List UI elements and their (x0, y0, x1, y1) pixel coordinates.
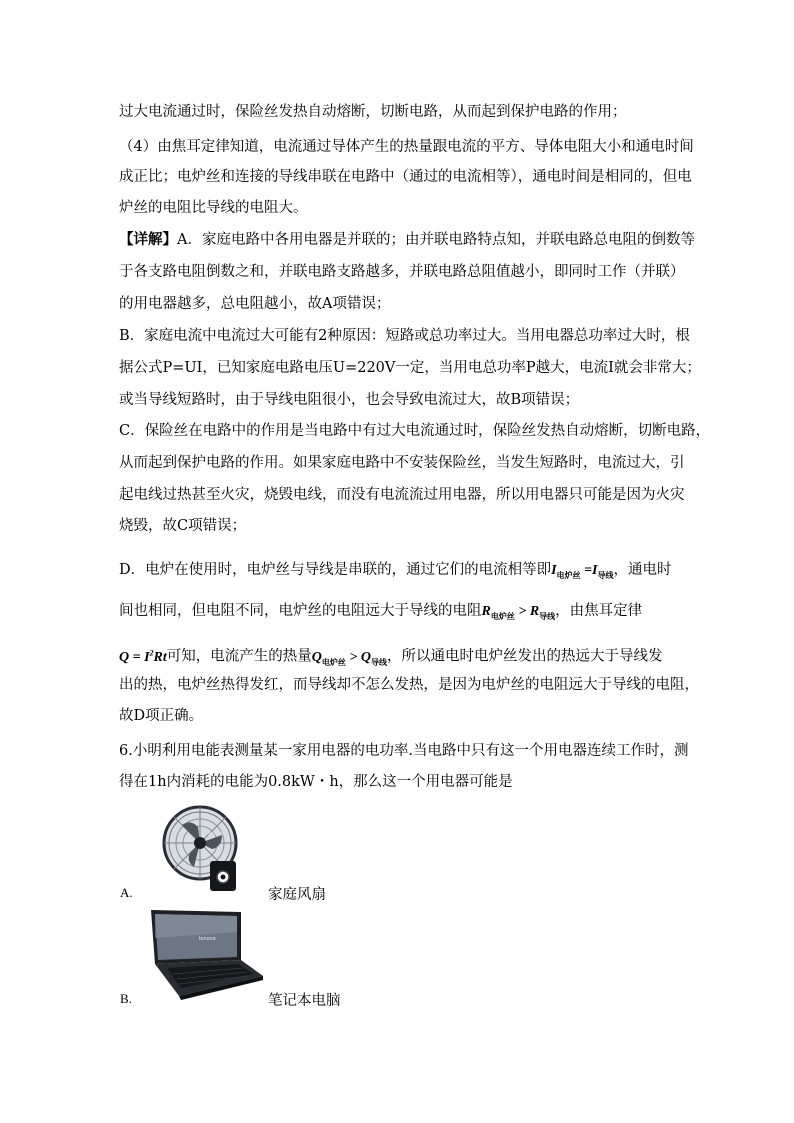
detail-heading: 【详解】 (119, 231, 177, 248)
text-line: 成正比；电炉丝和连接的导线串联在电路中（通过的电流相等），通电时间是相同的，但电 (119, 169, 692, 185)
text-span: A．家庭电路中各用电器是并联的；由并联电路特点知，并联电路总电阻的倒数等 (177, 232, 695, 248)
formula-line (119, 560, 672, 586)
option-a-letter: A. (120, 885, 133, 900)
text-line: 故D项正确。 (119, 708, 204, 724)
text-line: 的用电器越多，总电阻越小，故A项错误； (119, 296, 391, 312)
text-span: 可知，电流产生的热量 (166, 648, 312, 665)
detail-line (119, 230, 695, 250)
option-a-caption: 家庭风扇 (268, 887, 326, 903)
current-equal-formula: $I_{电炉丝} =I_{导线}$ (551, 563, 614, 580)
text-line: 炉丝的电阻比导线的电阻大。 (119, 200, 308, 216)
joule-law-formula: $Q = I^2Rt$ (119, 648, 167, 665)
text-line: 烧毁，故C项错误； (119, 518, 247, 534)
heat-compare-formula: $Q_{电炉丝} > Q_{导线}$ (311, 649, 387, 667)
text-line: （4）由焦耳定律知道，电流通过导体产生的热量跟电流的平方、导体电阻大小和通电时间 (119, 139, 694, 155)
formula-line (119, 601, 642, 627)
text-line: 过大电流通过时，保险丝发热自动熔断，切断电路，从而起到保护电路的作用； (119, 104, 627, 120)
question-line: 得在1h内消耗的电能为0.8kW・h，那么这一个用电器可能是 (119, 774, 513, 790)
text-line: B．家庭电流中电流过大可能有2种原因：短路或总功率过大。当用电器总功率过大时，根 (119, 328, 690, 344)
text-span: ，由焦耳定律 (555, 603, 643, 619)
svg-text:mabaoHi: mabaoHi (204, 831, 227, 837)
formula-line (119, 643, 663, 672)
text-span: D．电炉在使用时，电炉丝与导线是串联的，通过它们的电流相等即 (119, 562, 552, 578)
text-span: ，通电时 (613, 562, 672, 578)
resistance-compare-formula: $R_{电炉丝} > R_{导线}$ (481, 604, 556, 621)
laptop-image (143, 908, 265, 1000)
option-b-caption: 笔记本电脑 (268, 993, 341, 1009)
text-line: 从而起到保护电路的作用。如果家庭电路中不安装保险丝，当发生短路时，电流过大，引 (119, 455, 685, 471)
text-line: 或当导线短路时，由于导线电阻很小，也会导致电流过大，故B项错误； (119, 392, 580, 408)
svg-text:lenovo: lenovo (199, 936, 216, 942)
option-b-letter: B. (120, 991, 132, 1006)
text-line: 出的热，电炉丝热得发红，而导线却不怎么发热，是因为电炉丝的电阻远大于导线的电阻， (119, 677, 699, 693)
wall-fan-image (160, 805, 252, 895)
text-line: 据公式P=UI，已知家庭电路电压U=220V一定，当用电总功率P越大，电流I就会非常大； (119, 360, 701, 376)
text-line: 于各支路电阻倒数之和，并联电路支路越多，并联电路总阻值越小，即同时工作（并联） (119, 264, 685, 280)
text-span: 间也相同，但电阻不同，电炉丝的电阻远大于导线的电阻 (119, 603, 482, 619)
text-line: C．保险丝在电路中的作用是当电路中有过大电流通过时，保险丝发热自动熔断，切断电路， (119, 423, 711, 439)
text-line: 起电线过热甚至火灾，烧毁电线，而没有电流流过用电器，所以用电器只可能是因为火灾 (119, 487, 685, 503)
question-line: 6.小明利用电能表测量某一家用电器的电功率.当电路中只有这一个用电器连续工作时，测 (119, 743, 689, 759)
text-span: ，所以通电时电炉丝发出的热远大于导线发 (387, 648, 663, 665)
